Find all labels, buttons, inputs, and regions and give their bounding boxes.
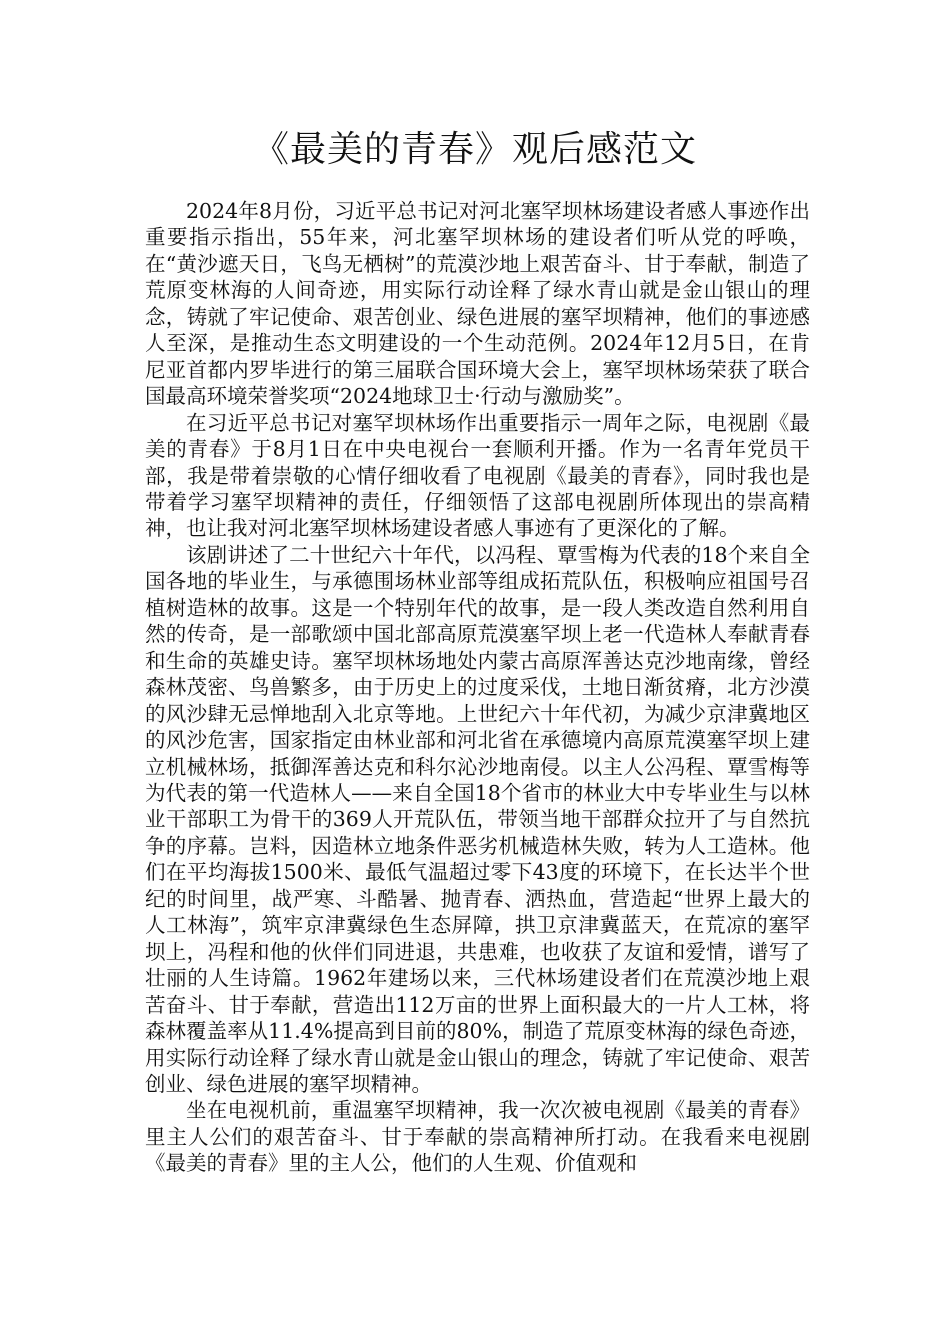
document-title: 《最美的青春》观后感范文 bbox=[252, 129, 697, 170]
paragraph: 该剧讲述了二十世纪六十年代，以冯程、覃雪梅为代表的18个来自全国各地的毕业生，与承德围场林业部等组成拓荒队伍，积极响应祖国号召植树造林的故事。这是一个特别年代的故事，是一段人类改造自然利用自然的传奇，是一部歌颂中国北部高原荒漠塞罕坝上老一代造林人奉献青春和生命的英雄史诗。塞罕坝林场地处内蒙古高原浑善达克沙地南缘，曾经森林茂密、鸟兽繁多，由于历史上的过度采伐，土地日渐贫瘠，北方沙漠的风沙肆无忌惮地刮入北京等地。上世纪六十年代初，为减少京津冀地区的风沙危害，国家指定由林业部和河北省在承德境内高原荒漠塞罕坝上建立机械林场，抵御浑善达克和科尔沁沙地南侵。以主人公冯程、覃雪梅等为代表的第一代造林人——来自全国18个省市的林业大中专毕业生与以林业干部职工为骨干的369人开荒队伍，带领当地干部群众拉开了与自然抗争的序幕。岂料，因造林立地条件恶劣机械造林失败，转为人工造林。他们在平均海拔1500米、最低气温超过零下43度的环境下，在长达半个世纪的时间里，战严寒、斗酷暑、抛青春、洒热血，营造起“世界上最大的人工林海”，筑牢京津冀绿色生态屏障，拱卫京津冀蓝天，在荒凉的塞罕坝上，冯程和他的伙伴们同进退，共患难，也收获了友谊和爱情，谱写了壮丽的人生诗篇。1962年建场以来，三代林场建设者们在荒漠沙地上艰苦奋斗、甘于奉献，营造出112万亩的世界上面积最大的一片人工林，将森林覆盖率从11.4%提高到目前的80%，制造了荒原变林海的绿色奇迹，用实际行动诠释了绿水青山就是金山银山的理念，铸就了牢记使命、艰苦创业、绿色进展的塞罕坝精神。 bbox=[145, 542, 810, 1096]
paragraph: 坐在电视机前，重温塞罕坝精神，我一次次被电视剧《最美的青春》里主人公们的艰苦奋斗、甘于奉献的崇高精神所打动。在我看来电视剧《最美的青春》里的主人公，他们的人生观、价值观和 bbox=[145, 1098, 810, 1176]
paragraph: 在习近平总书记对塞罕坝林场作出重要指示一周年之际，电视剧《最美的青春》于8月1日在中央电视台一套顺利开播。作为一名青年党员干部，我是带着崇敬的心情仔细收看了电视剧《最美的青春》，同时我也是带着学习塞罕坝精神的责任，仔细领悟了这部电视剧所体现出的崇高精神，也让我对河北塞罕坝林场建设者感人事迹有了更深化的了解。 bbox=[145, 410, 810, 541]
document-body bbox=[145, 198, 810, 1177]
paragraph: 2024年8月份，习近平总书记对河北塞罕坝林场建设者感人事迹作出重要指示指出，55年来，河北塞罕坝林场的建设者们听从党的呼唤，在“黄沙遮天日，飞鸟无栖树”的荒漠沙地上艰苦奋斗、甘于奉献，制造了荒原变林海的人间奇迹，用实际行动诠释了绿水青山就是金山银山的理念，铸就了牢记使命、艰苦创业、绿色进展的塞罕坝精神，他们的事迹感人至深，是推动生态文明建设的一个生动范例。2024年12月5日，在肯尼亚首都内罗毕进行的第三届联合国环境大会上，塞罕坝林场荣获了联合国最高环境荣誉奖项“2024地球卫士·行动与激励奖”。 bbox=[145, 199, 810, 409]
